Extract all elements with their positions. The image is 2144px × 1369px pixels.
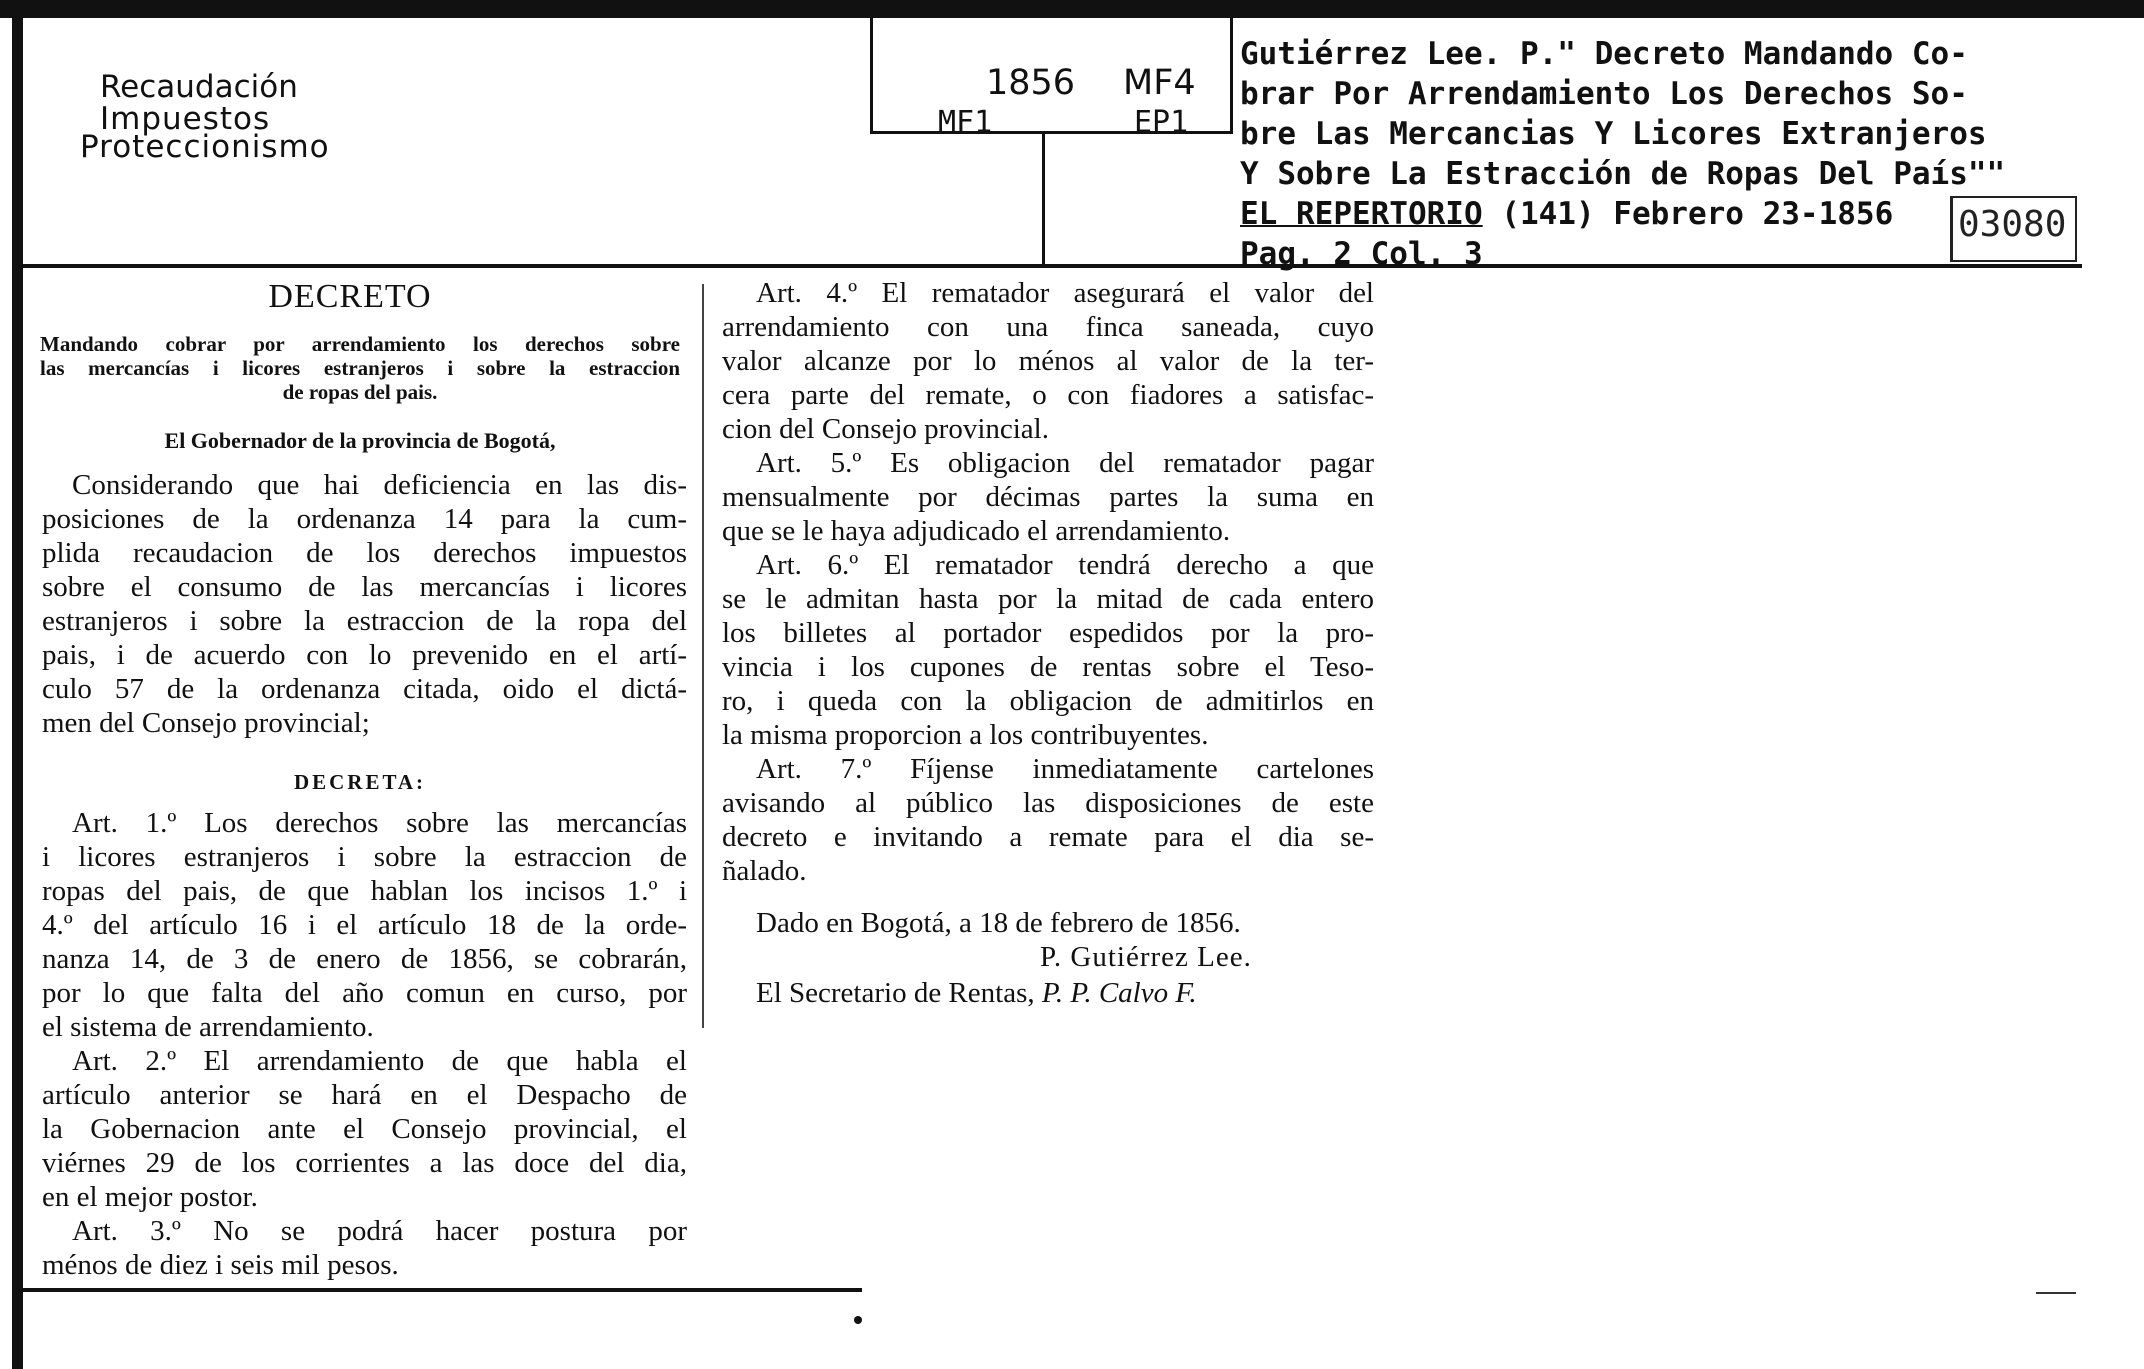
- text-line: i licores estranjeros i sobre la estraccion de: [42, 841, 687, 873]
- text-line: valor alcanze por lo ménos al valor de la ter-: [722, 345, 1374, 377]
- decree-title: DECRETO: [268, 278, 432, 315]
- text-line: ñalado.: [722, 855, 807, 887]
- secretary-line: [756, 976, 1197, 1010]
- subtitle-line: de ropas del pais.: [282, 380, 438, 404]
- text-line: en el mejor postor.: [42, 1181, 258, 1213]
- text-line: Considerando que hai deficiencia en las dis-: [72, 469, 687, 501]
- text-line: Art. 1.º Los derechos sobre las mercancías: [72, 807, 687, 839]
- text-line: vincia i los cupones de rentas sobre el Teso-: [722, 651, 1374, 683]
- decreta-heading: DECRETA:: [293, 770, 427, 794]
- top-border: [0, 0, 2144, 18]
- text-line: posiciones de la ordenanza 14 para la cum-: [42, 503, 687, 535]
- text-line: por lo que falta del año comun en curso, por: [42, 977, 687, 1009]
- classification-box-left: [870, 18, 873, 134]
- text-line: ropas del pais, de que hablan los incisos 1.º i: [42, 875, 687, 907]
- text-line: ménos de diez i seis mil pesos.: [42, 1249, 399, 1281]
- text-line: artículo anterior se hará en el Despacho de: [42, 1079, 687, 1111]
- subtitle-line: Mandando cobrar por arrendamiento los derechos sobre: [40, 332, 680, 356]
- column-divider: [702, 284, 704, 1028]
- catalog-line: bre Las Mercancias Y Licores Extranjeros: [1240, 116, 1987, 152]
- text-line: Art. 7.º Fíjense inmediatamente cartelones: [756, 753, 1374, 785]
- text-line: Art. 5.º Es obligacion del rematador pagar: [756, 447, 1374, 479]
- articles-left: [42, 806, 687, 1282]
- catalog-line: Gutiérrez Lee. P." Decreto Mandando Co-: [1240, 36, 1968, 72]
- ink-dot: [854, 1316, 862, 1324]
- signatory: P. Gutiérrez Lee.: [1040, 941, 1252, 973]
- dated-line: Dado en Bogotá, a 18 de febrero de 1856.: [756, 907, 1241, 939]
- issue-date: (141) Febrero 23-1856: [1482, 196, 1894, 232]
- articles-right: [722, 276, 1374, 888]
- text-line: la misma proporcion a los contribuyentes.: [722, 719, 1209, 751]
- text-line: cion del Consejo provincial.: [722, 413, 1049, 445]
- text-line: decreto e invitando a remate para el dia se-: [722, 821, 1374, 853]
- classification-box-stem: [1042, 134, 1045, 264]
- text-line: 4.º del artículo 16 i el artículo 18 de la orde-: [42, 909, 687, 941]
- classification-code: EP1: [1134, 105, 1189, 140]
- text-line: arrendamiento con una finca saneada, cuyo: [722, 311, 1374, 343]
- source-line: [1240, 194, 2005, 234]
- text-line: nanza 14, de 3 de enero de 1856, se cobrarán,: [42, 943, 687, 975]
- text-line: que se le haya adjudicado el arrendamiento.: [722, 515, 1231, 547]
- catalog-line: Y Sobre La Estracción de Ropas Del País"": [1240, 156, 2006, 192]
- text-line: cera parte del remate, o con fiadores a satisfac-: [722, 379, 1374, 411]
- subject-heading: Recaudación: [100, 69, 298, 105]
- text-line: men del Consejo provincial;: [42, 707, 370, 739]
- left-border: [12, 18, 23, 1369]
- text-line: mensualmente por décimas partes la suma en: [722, 481, 1374, 513]
- text-line: viérnes 29 de los corrientes a las doce del dia,: [42, 1147, 687, 1179]
- classification-box-right: [1230, 18, 1233, 134]
- text-line: sobre el consumo de las mercancías i licores: [42, 571, 687, 603]
- classification-year: 1856: [986, 63, 1076, 103]
- text-line: pais, i de acuerdo con lo prevenido en el artí-: [42, 639, 687, 671]
- text-line: estranjeros i sobre la estraccion de la ropa del: [42, 605, 687, 637]
- clipping-bottom-border: [22, 1288, 862, 1292]
- text-line: culo 57 de la ordenanza citada, oido el dictá-: [42, 673, 687, 705]
- text-line: plida recaudacion de los derechos impuestos: [42, 537, 687, 569]
- page-reference: Pag. 2 Col. 3: [1240, 236, 1483, 272]
- classification-code: MF4: [1123, 63, 1196, 103]
- subtitle-line: las mercancías i licores estranjeros i sobre la estraccion: [40, 356, 680, 380]
- text-line: Art. 4.º El rematador asegurará el valor del: [756, 277, 1374, 309]
- text-line: el sistema de arrendamiento.: [42, 1011, 374, 1043]
- bottom-mark: [2036, 1292, 2076, 1294]
- text-line: se le admitan hasta por la mitad de cada entero: [722, 583, 1374, 615]
- id-number: 03080: [1958, 204, 2067, 245]
- text-line: avisando al público las disposiciones de este: [722, 787, 1374, 819]
- publication-name: EL REPERTORIO: [1240, 196, 1483, 232]
- subject-heading: Impuestos: [100, 101, 271, 137]
- text-line: los billetes al portador espedidos por la pro-: [722, 617, 1374, 649]
- text-line: Art. 6.º El rematador tendrá derecho a que: [756, 549, 1374, 581]
- secretary-name: P. P. Calvo F.: [1041, 977, 1197, 1009]
- decree-subtitle: [40, 332, 680, 404]
- governor-heading: El Gobernador de la provincia de Bogotá,: [164, 428, 556, 453]
- classification-code: MF1: [938, 105, 993, 140]
- catalog-description: [1240, 34, 2005, 274]
- subject-heading: Proteccionismo: [80, 129, 330, 165]
- text-line: la Gobernacion ante el Consejo provincial, el: [42, 1113, 687, 1145]
- text-line: Art. 2.º El arrendamiento de que habla el: [72, 1045, 687, 1077]
- catalog-line: brar Por Arrendamiento Los Derechos So-: [1240, 76, 1968, 112]
- text-line: ro, i queda con la obligacion de admitirlos en: [722, 685, 1374, 717]
- text-line: Art. 3.º No se podrá hacer postura por: [72, 1215, 687, 1247]
- secretary-title: El Secretario de Rentas,: [756, 977, 1042, 1009]
- preamble: [42, 468, 687, 740]
